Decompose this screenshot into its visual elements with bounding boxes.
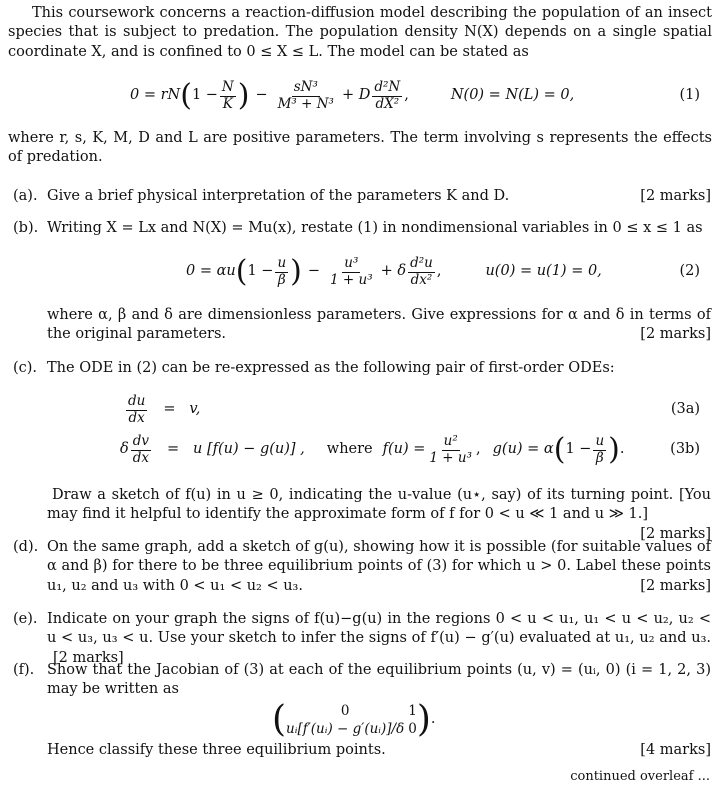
part-f-label: (f). [13,662,35,678]
eq1-minus: − [255,87,268,104]
part-f-text: Show that the Jacobian of (3) at each of the equilibrium points (u, v) = (uᵢ, 0) (i = 1, 2, 3) may be written as [47,662,711,698]
eq3b-g-fraction [593,434,606,466]
eq1-plus-d: + D [341,87,371,104]
eq3b-f-def: f(u) = [382,441,426,458]
eq2-paren-open: ( [235,254,248,289]
eq2-fraction-u-over-beta [275,256,288,288]
eq3b-delta: δ [120,441,129,458]
part-d-marks: [2 marks] [640,577,711,594]
eq1-paren-close: ) [237,78,250,113]
eq3b-den: dx [132,449,149,466]
part-e [13,610,711,668]
eq3b-g-def: g(u) = α [492,441,554,458]
eq3b-g-one-minus: 1 − [565,441,592,458]
part-d-text: On the same graph, add a sketch of g(u), showing how it is possible (for suitable values of α and β) for there to be three equilibrium points of (3) for which u > 0. Label these points u₁, u₂ and u₃ with 0 < u₁ < u₂ < u₃. [47,539,711,594]
eq3b-rhs: = u [f(u) − g(u)] , [167,441,305,458]
matrix-a12: 1 [408,702,417,719]
eq2-frac2-num: u³ [344,254,359,271]
eq1-lhs: 0 = rN [130,87,181,104]
eq1-frac1-den: K [222,95,233,112]
part-c-after [13,486,711,544]
part-e-marks: [2 marks] [53,649,124,666]
eq1-frac3-den: dX² [375,95,400,112]
eq1-frac2-num: sN³ [293,78,318,95]
equation-1 [130,76,714,116]
eq1-frac1-num: N [221,78,234,95]
part-c-label: (c). [13,360,38,376]
eq1-frac3-num: d²N [374,78,401,95]
eq1-predation-fraction [276,80,336,112]
part-b-label: (b). [13,220,39,236]
matrix-grid [286,702,417,738]
jacobian-matrix [272,700,435,740]
eq2-frac1-num: u [277,254,287,271]
part-e-text: Indicate on your graph the signs of f(u)−g(u) in the regions 0 < u < u₁, u₁ < u < u₂, u₂ < u < u₃, u₃ < u. Use your sketch to infer the signs of f′(u) − g′(u) evaluated at u₁, u₂ and u₃. [47,611,711,647]
equation-3b [120,430,714,470]
eq2-boundary-conditions: u(0) = u(1) = 0, [485,263,602,280]
eq3b-period: . [619,441,625,458]
eq3b-f-den: 1 + u³ [429,449,473,466]
part-a-text: Give a brief physical interpretation of the parameters K and D. [47,188,510,204]
eq1-one-minus: 1 − [191,87,218,104]
eq2-plus-delta: + δ [380,263,407,280]
eq2-predation-fraction [328,256,375,288]
part-f-after [13,741,711,760]
eq1-diffusion-fraction [372,80,402,112]
eq2-frac2-den: 1 + u³ [330,271,373,288]
part-e-label: (e). [13,611,38,627]
matrix-bracket-left: ( [272,699,287,740]
eq3b-g-den: β [595,449,604,466]
part-f-after-text: Hence classify these three equilibrium points. [47,742,386,758]
part-b-marks: [2 marks] [640,326,711,343]
eq3b-f-fraction [427,434,474,466]
part-a-label: (a). [13,188,38,204]
eq2-comma: , [436,263,442,280]
eq1-number: (1) [679,87,700,104]
eq3b-f-num: u² [443,432,458,449]
part-b-text: Writing X = Lx and N(X) = Mu(x), restate (1) in nondimensional variables in 0 ≤ x ≤ 1 as [47,220,703,236]
part-a-marks: [2 marks] [640,188,711,204]
part-c-marks: [2 marks] [640,525,711,542]
eq3a-du-dx [126,394,147,426]
eq2-paren-close: ) [290,254,302,289]
eq2-minus: − [307,263,321,280]
after-eq1-paragraph: where r, s, K, M, D and L are positive parameters. The term involving s represents the effects of predation. [8,130,712,166]
eq2-lhs: 0 = αu [186,263,236,280]
matrix-bracket-right: ) [416,699,431,740]
matrix-a21: uᵢ[f′(uᵢ) − g′(uᵢ)]/δ [286,721,405,737]
matrix-a11: 0 [340,702,350,719]
eq2-number: (2) [679,263,700,280]
part-c-after-text: Draw a sketch of f(u) in u ≥ 0, indicating the u-value (u⋆, say) of its turning point. [You may find it helpful to identify the approximate form of f for 0 < u ≪ 1 and u ≫ 1.] [47,487,711,523]
part-d-label: (d). [13,539,39,555]
part-b-after-text: where α, β and δ are dimensionless parameters. Give expressions for α and δ in terms of the original parameters. [47,307,711,343]
part-f-marks: [4 marks] [640,742,711,758]
eq3b-g-num: u [595,432,605,449]
eq3a-den: dx [128,409,145,426]
eq2-one-minus: 1 − [247,263,274,280]
eq3b-where: where [326,441,373,458]
eq1-comma: , [404,87,409,104]
part-d [13,538,711,596]
equation-3a [120,390,714,430]
eq3b-comma: , [476,441,481,458]
eq3b-number: (3b) [670,441,700,458]
eq2-frac1-den: β [277,271,286,288]
part-f [13,661,711,700]
part-c-text: The ODE in (2) can be re-expressed as the following pair of first-order ODEs: [47,360,615,376]
eq1-fraction-n-over-k [220,80,236,112]
eq2-diffusion-fraction [408,256,435,288]
part-a [13,187,711,206]
equation-2 [186,252,714,292]
eq3a-num: du [128,392,146,409]
matrix-a22: 0 [408,721,417,737]
part-b [13,219,711,238]
eq3b-num: dv [132,432,150,449]
eq2-frac3-den: dx² [410,271,433,288]
eq3a-number: (3a) [670,401,700,418]
eq3b-g-paren-open: ( [553,432,566,467]
eq1-boundary-conditions: N(0) = N(L) = 0, [450,87,575,104]
eq3b-g-paren-close: ) [608,432,620,467]
intro-paragraph: This coursework concerns a reaction-diffusion model describing the population of an insect species that is subject to predation. The population density N(X) depends on a single spatial coordinate X, and is confined to 0 ≤ X ≤ L. The model can be stated as [8,5,712,60]
eq3b-dv-dx [131,434,151,466]
eq1-paren-open: ( [180,78,192,113]
part-b-after [13,306,711,345]
eq3a-rhs: = v, [163,401,201,418]
matrix-period: . [430,711,436,728]
eq1-frac2-den: M³ + N³ [277,95,334,112]
part-c [13,359,711,378]
continued-overleaf: continued overleaf ... [570,769,710,784]
eq2-frac3-num: d²u [410,254,433,271]
